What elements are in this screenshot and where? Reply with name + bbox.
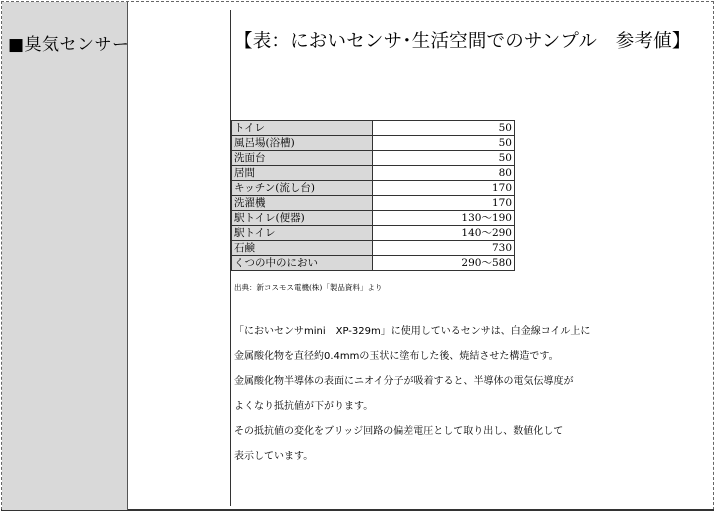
place-cell: くつの中のにおい xyxy=(232,256,373,271)
place-cell: キッチン(流し台) xyxy=(232,181,373,196)
description-line: よくなり抵抗値が下がります。 xyxy=(234,401,374,412)
place-cell: 風呂場(浴槽) xyxy=(232,136,373,151)
table-row xyxy=(232,196,515,211)
odor-sample-table xyxy=(231,120,515,271)
source-note: 出典：新コスモス電機(株)「製品資料」より xyxy=(234,283,383,292)
value-cell: 170 xyxy=(373,181,515,196)
value-cell: 290～580 xyxy=(373,256,515,271)
table-row xyxy=(232,211,515,226)
place-cell: 洗面台 xyxy=(232,151,373,166)
value-cell: 50 xyxy=(373,121,515,136)
description-line: その抵抗値の変化をブリッジ回路の偏差電圧として取り出し、数値化して xyxy=(234,426,564,437)
table-row xyxy=(232,226,515,241)
description-line: 「においセンサmini XP-329m」に使用しているセンサは、白金線コイル上に xyxy=(234,326,591,337)
value-cell: 170 xyxy=(373,196,515,211)
table-row xyxy=(232,151,515,166)
description-line: 金属酸化物半導体の表面にニオイ分子が吸着すると、半導体の電気伝導度が xyxy=(234,376,574,387)
section-label: ■臭気センサー xyxy=(8,35,130,55)
table-title: 【表：においセンサ･生活空間でのサンプル 参考値】 xyxy=(234,31,691,52)
table-row xyxy=(232,121,515,136)
table-row xyxy=(232,241,515,256)
value-cell: 80 xyxy=(373,166,515,181)
value-cell: 140～290 xyxy=(373,226,515,241)
place-cell: 居間 xyxy=(232,166,373,181)
section-label-cell xyxy=(2,2,128,510)
value-cell: 730 xyxy=(373,241,515,256)
value-cell: 130～190 xyxy=(373,211,515,226)
value-cell: 50 xyxy=(373,136,515,151)
sensor-description xyxy=(234,325,590,475)
table-row xyxy=(232,166,515,181)
place-cell: 石鹸 xyxy=(232,241,373,256)
value-cell: 50 xyxy=(373,151,515,166)
place-cell: 駅トイレ xyxy=(232,226,373,241)
table-row xyxy=(232,256,515,271)
place-cell: 駅トイレ(便器) xyxy=(232,211,373,226)
description-line: 金属酸化物を直径約0.4mmの玉状に塗布した後、焼結させた構造です。 xyxy=(234,351,559,362)
table-row xyxy=(232,181,515,196)
table-row xyxy=(232,136,515,151)
place-cell: トイレ xyxy=(232,121,373,136)
description-line: 表示しています。 xyxy=(234,451,314,462)
place-cell: 洗濯機 xyxy=(232,196,373,211)
